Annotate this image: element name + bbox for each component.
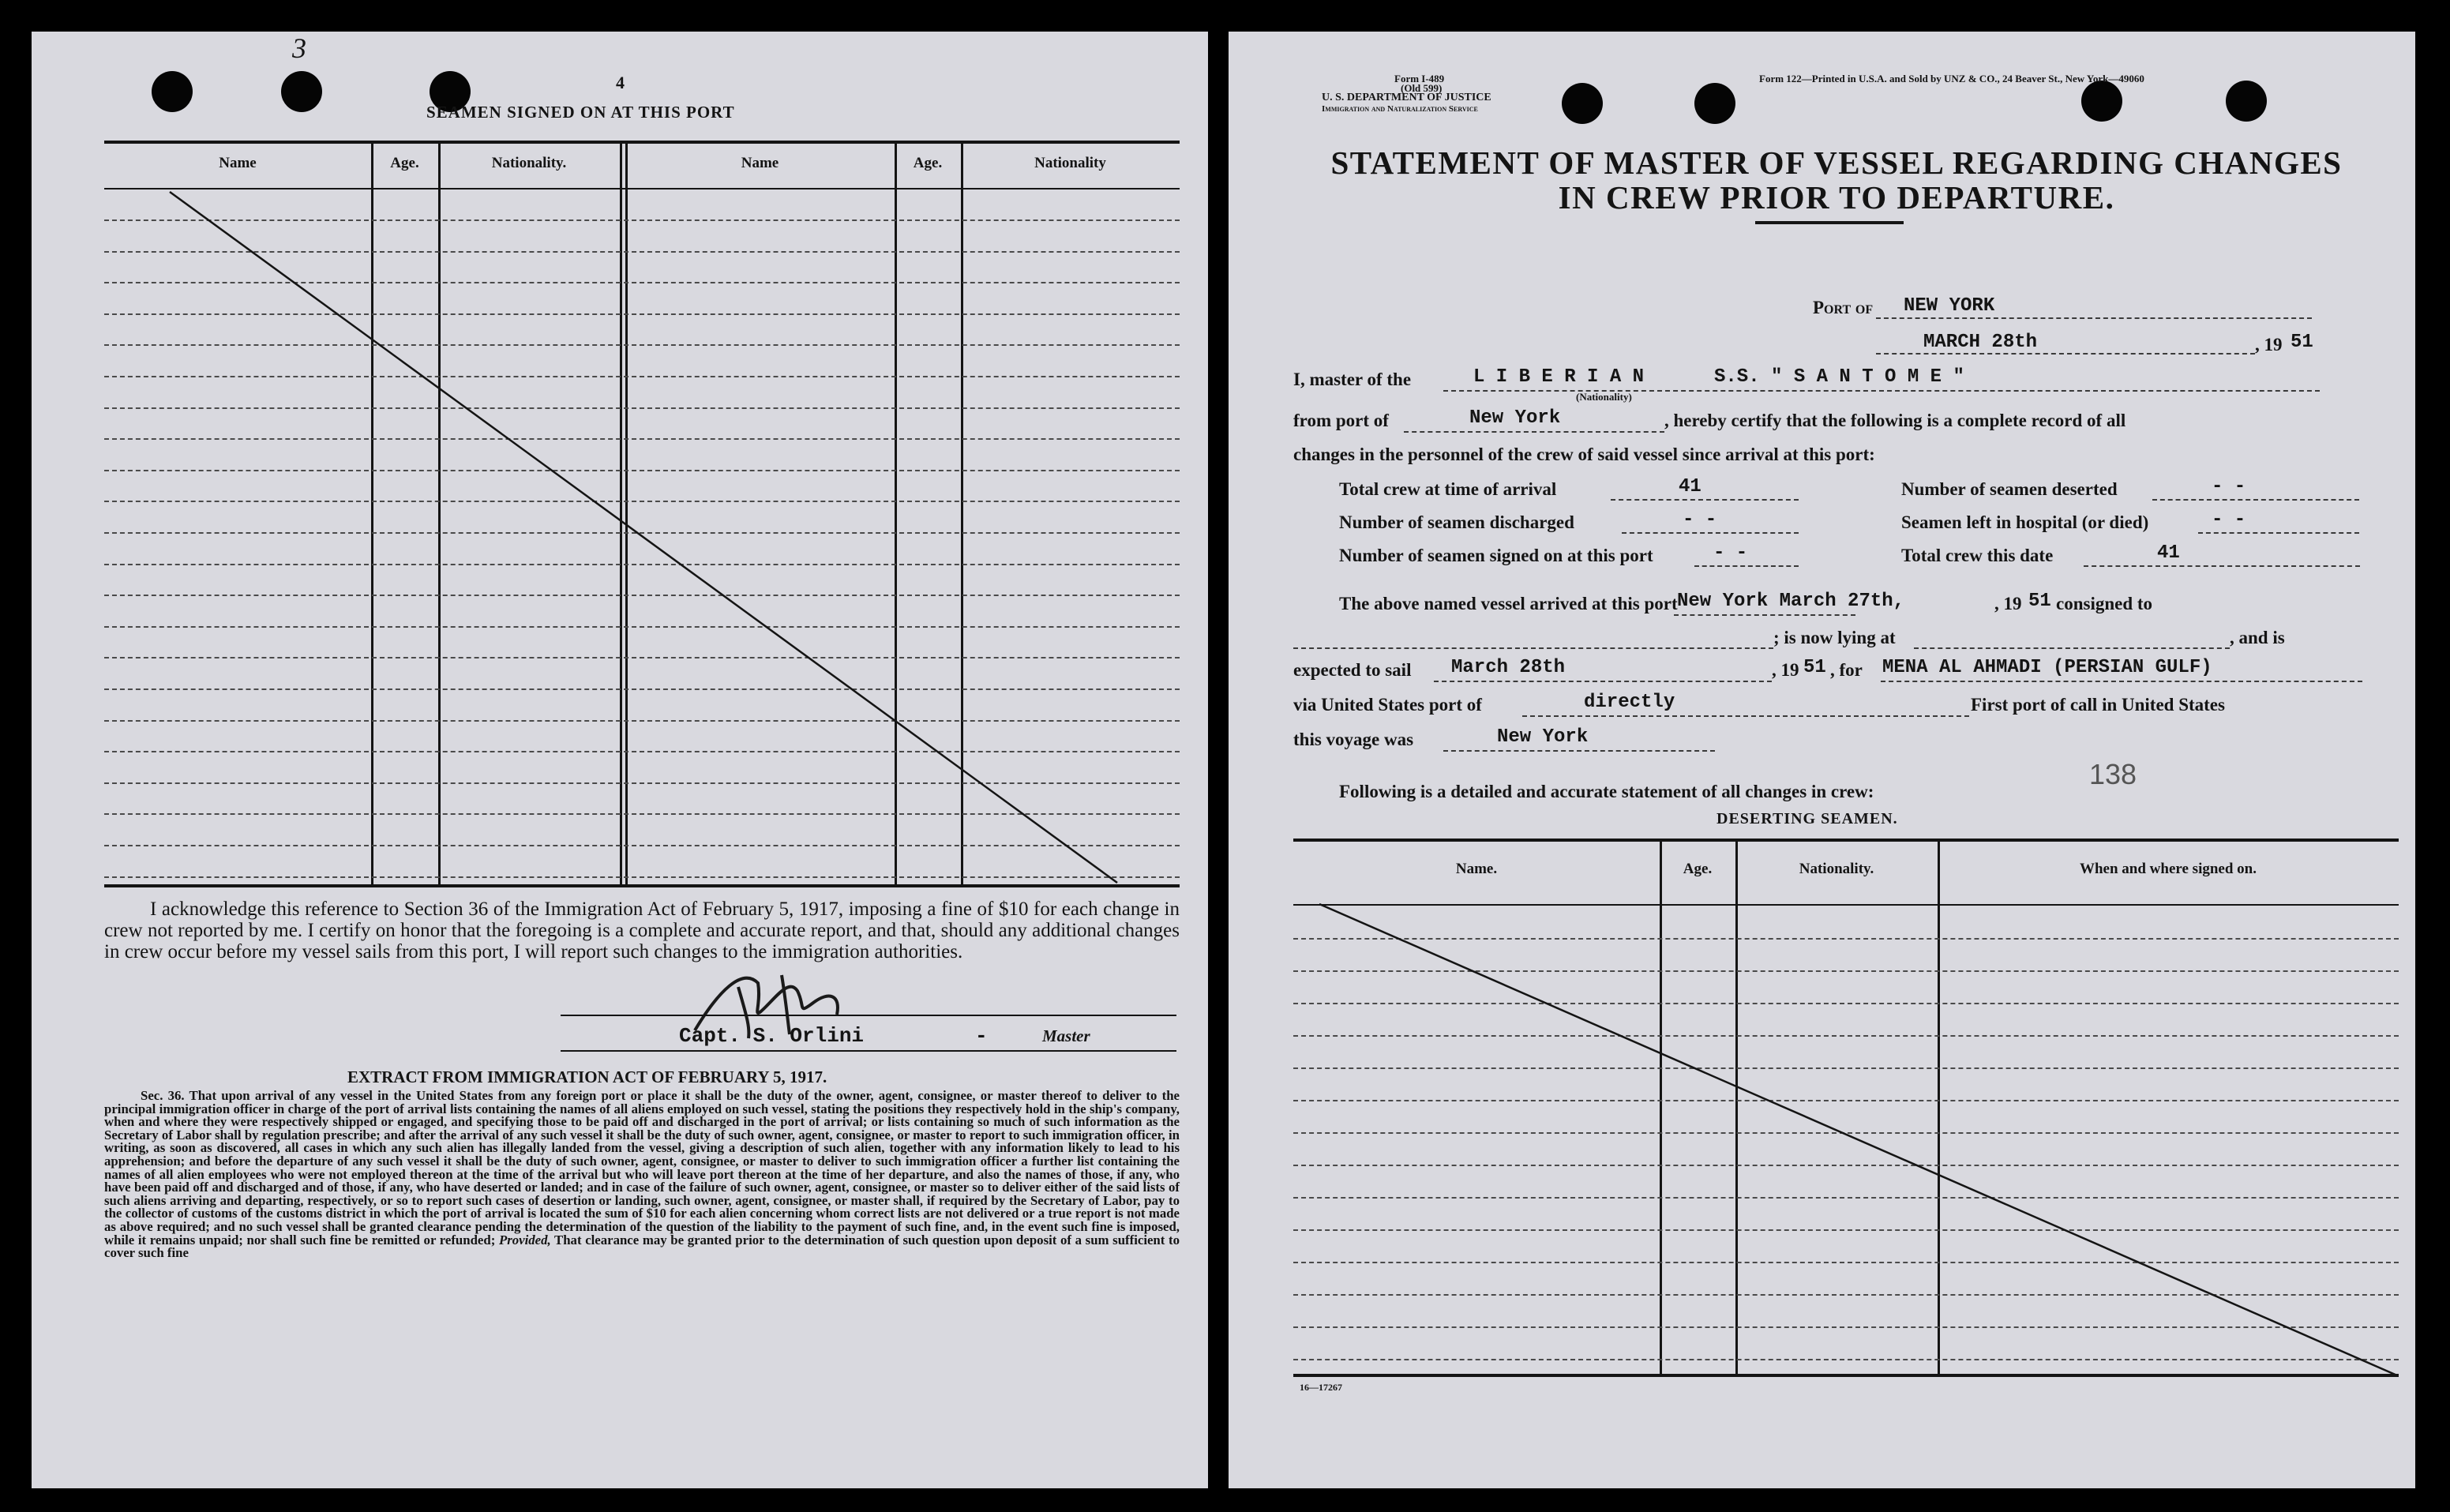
handwritten-number: 138 [2089, 758, 2137, 790]
via-label: via United States port of [1293, 695, 1482, 715]
changes-text: changes in the personnel of the crew of said vessel since arrival at this port: [1293, 445, 1875, 464]
form-title-line2: IN CREW PRIOR TO DEPARTURE. [1558, 179, 2115, 216]
strike-line [1229, 32, 2415, 1390]
total-crew-date-label: Total crew this date [1901, 546, 2054, 565]
printer-note: Form 122—Printed in U.S.A. and Sold by UNZ & CO., 24 Beaver St., New York—49060 [1759, 73, 2144, 84]
following-text: Following is a detailed and accurate statement of all changes in crew: [1339, 782, 1874, 801]
this-voyage-value: New York [1497, 726, 1589, 748]
arrived-year-prefix: , 19 [1994, 594, 2022, 613]
arrived-value: New York March 27th, [1677, 591, 1905, 612]
column-header: Age. [913, 155, 943, 171]
service: Immigration and Naturalization Service [1322, 104, 1478, 114]
arrived-year-value: 51 [2028, 591, 2051, 612]
column-header: Nationality. [491, 155, 567, 171]
section-label: Sec. 36. [141, 1088, 185, 1103]
master-label: Master [1042, 1026, 1090, 1045]
master-of-label: I, master of the [1293, 370, 1412, 389]
consigned-label: consigned to [2056, 594, 2153, 613]
this-voyage-label: this voyage was [1293, 730, 1414, 749]
deserted-value: - - [2212, 476, 2246, 497]
form-title-line1: STATEMENT OF MASTER OF VESSEL REGARDING CHANGES [1330, 144, 2343, 181]
total-crew-arrival-value: 41 [1679, 476, 1701, 497]
strike-line [32, 32, 1208, 900]
hospital-label: Seamen left in hospital (or died) [1901, 512, 2149, 532]
expected-label: expected to sail [1293, 660, 1412, 680]
footer-code: 16—17267 [1300, 1382, 1342, 1393]
deserted-label: Number of seamen deserted [1901, 479, 2118, 499]
signature-rule [561, 1050, 1176, 1052]
nationality-caption: (Nationality) [1576, 391, 1632, 403]
date-value: MARCH 28th [1923, 332, 2038, 353]
total-crew-arrival-label: Total crew at time of arrival [1339, 479, 1557, 499]
lying-label: ; is now lying at [1773, 628, 1896, 647]
signature-rule [561, 1015, 1176, 1016]
left-page [32, 32, 1208, 1488]
port-label: Port of [1813, 298, 1874, 317]
nationality-value: L I B E R I A N [1473, 366, 1645, 388]
column-header: Name. [1455, 861, 1498, 877]
column-header: Name [219, 155, 257, 171]
year-value: 51 [2291, 332, 2313, 353]
total-crew-date-value: 41 [2157, 542, 2180, 564]
destination-value: MENA AL AHMADI (PERSIAN GULF) [1882, 657, 2212, 678]
column-header: When and where signed on. [2079, 861, 2257, 877]
corner-mark: 3 [292, 32, 306, 64]
right-page [1229, 32, 2415, 1488]
extract-title: EXTRACT FROM IMMIGRATION ACT OF FEBRUARY 5, 1917. [347, 1067, 827, 1086]
form-number: Form I-489 [1394, 73, 1445, 84]
provided-label: Provided, [498, 1232, 551, 1247]
certify-text: , hereby certify that the following is a complete record of all [1664, 411, 2126, 430]
for-label: , for [1830, 660, 1863, 680]
port-value: NEW YORK [1904, 295, 1995, 317]
department: U. S. DEPARTMENT OF JUSTICE [1322, 92, 1491, 103]
column-header: Nationality [1034, 155, 1106, 171]
column-header: Age. [390, 155, 419, 171]
via-value: directly [1584, 692, 1675, 713]
first-port-label: First port of call in United States [1971, 695, 2225, 715]
expected-year-value: 51 [1803, 657, 1826, 678]
discharged-value: - - [1683, 509, 1717, 531]
old-form-number: (Old 599) [1401, 82, 1443, 94]
arrived-label: The above named vessel arrived at this port [1339, 594, 1678, 613]
section-36-text [104, 1090, 1180, 1260]
section-title: SEAMEN SIGNED ON AT THIS PORT [426, 103, 735, 122]
expected-year-prefix: , 19 [1772, 660, 1799, 680]
acknowledgment-text: I acknowledge this reference to Section 36 of the Immigration Act of February 5, 1917, imposing a fine of $10 for each change in crew not reported by me. I certify on honor that the foregoing is a complete and accurate report, and that, should any additional changes in crew occur before my vessel sails from this port, I will report such changes to the immigration authorities. [104, 899, 1180, 962]
from-port-value: New York [1469, 407, 1561, 429]
section-body: That upon arrival of any vessel in the United States from any foreign port or place it shall be the duty of the owner, agent, consignee, or master thereof to deliver to the principal immigration officer in charge of the port of arrival lists containing the names of all aliens employed on such vessel, stating the positions they respectively hold in the ship's company, when and where they were respectively shipped or engaged, and specifying those to be paid off and discharged in the port of arrival; or lists containing so much of such information as the Secretary of Labor shall by regulation prescribe; and after the arrival of any such vessel it shall be the duty of such owner, agent, consignee, or master to report to such immigration officer, in writing, as soon as discovered, all cases in which any such alien has illegally landed from the vessel, giving a description of such alien, together with any information likely to lead to his apprehension; and before the departure of any such vessel it shall be the duty of such owner, agent, consignee, or master to deliver to such immigration officer a further list containing the names of all alien employees who were not employed thereon at the time of the arrival but who will leave port thereon at the time of her departure, and also the names of those, if any, who have been paid off and discharged and of those, if any, who have deserted or landed; and in case of the failure of such owner, agent, consignee, or master so to deliver either of the said lists of such aliens arriving and departing, respectively, or so to report such cases of desertion or landing, such owner, agent, consignee, or master shall, if required by the Secretary of Labor, pay to the collector of customs of the customs district in which the port of arrival is located the sum of $10 for each alien concerning whom correct lists are not delivered or a true report is not made as above required; and no such vessel shall be granted clearance pending the determination of the question of the liability to the payment of such fine, and, in the event such fine is imposed, while it remains unpaid; nor shall such fine be remitted or refunded; [104, 1088, 1180, 1247]
column-header: Age. [1683, 861, 1713, 877]
signature-name: Capt. S. Orlini [679, 1024, 865, 1048]
column-header: Nationality. [1799, 861, 1874, 877]
year-prefix: , 19 [2255, 335, 2283, 355]
deserting-title: DESERTING SEAMEN. [1717, 810, 1898, 827]
signed-on-label: Number of seamen signed on at this port [1339, 546, 1653, 565]
discharged-label: Number of seamen discharged [1339, 512, 1574, 532]
and-is-label: , and is [2230, 628, 2285, 647]
from-port-label: from port of [1293, 411, 1389, 430]
signed-on-value: - - [1713, 542, 1748, 564]
hospital-value: - - [2212, 509, 2246, 531]
expected-value: March 28th [1451, 657, 1566, 678]
provided-body: That clearance may be granted prior to the determination of such question upon deposit of a sum sufficient to cover such fine [104, 1232, 1180, 1261]
column-header: Name [741, 155, 779, 171]
page-number: 4 [616, 73, 625, 92]
signature-dash: - [975, 1024, 988, 1048]
vessel-value: S.S. " S A N T O M E " [1714, 366, 1964, 388]
